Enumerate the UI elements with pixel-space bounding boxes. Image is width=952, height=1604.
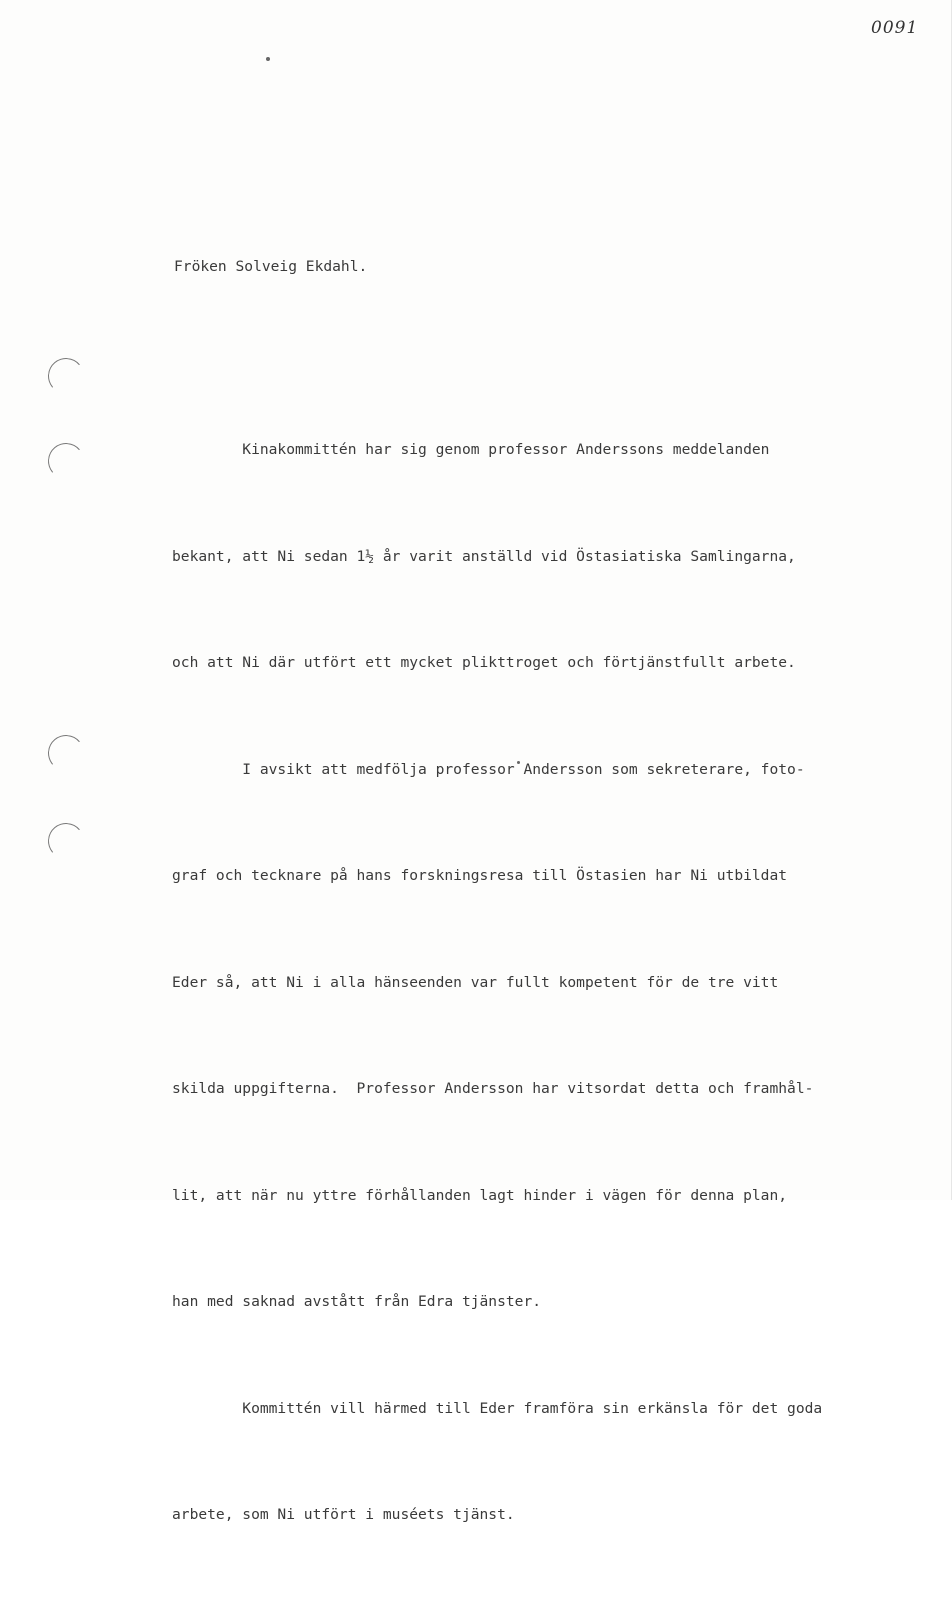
letter-line: arbete, som Ni utfört i muséets tjänst. (172, 1506, 515, 1523)
punch-hole-mark (46, 356, 85, 395)
letter-line: Kinakommittén har sig genom professor Anderssons meddelanden (172, 441, 770, 458)
letter-line: han med saknad avstått från Edra tjänster. (172, 1293, 542, 1310)
letter-line: lit, att när nu yttre förhållanden lagt hinder i vägen för denna plan, (172, 1186, 788, 1204)
salutation: Fröken Solveig Ekdahl. (174, 258, 368, 275)
punch-hole-mark (46, 441, 85, 480)
letter-line: graf och tecknare på hans forskningsresa till Östasien har Ni utbildat (172, 867, 788, 884)
letter-line: Eder så, att Ni i alla hänseenden var fullt kompetent för de tre vitt (172, 973, 779, 991)
punch-hole-mark (46, 733, 85, 772)
letter-line: och att Ni där utfört ett mycket plikttroget och förtjänstfullt arbete. (172, 654, 796, 671)
letter-line: Kommittén vill härmed till Eder framföra sin erkänsla för det goda (172, 1399, 823, 1417)
letter-line: I avsikt att medfölja professor Andersson som sekreterare, foto- (172, 760, 805, 778)
letter-line: skilda uppgifterna. Professor Andersson har vitsordat detta och framhål- (172, 1080, 814, 1097)
letter-line: bekant, att Ni sedan 1½ år varit anställd vid Östasiatiska Samlingarna, (172, 547, 796, 565)
page-number: 0091 (871, 18, 919, 38)
letter-body (172, 361, 822, 1604)
punch-hole-mark (46, 821, 85, 860)
ink-speck (266, 57, 270, 61)
